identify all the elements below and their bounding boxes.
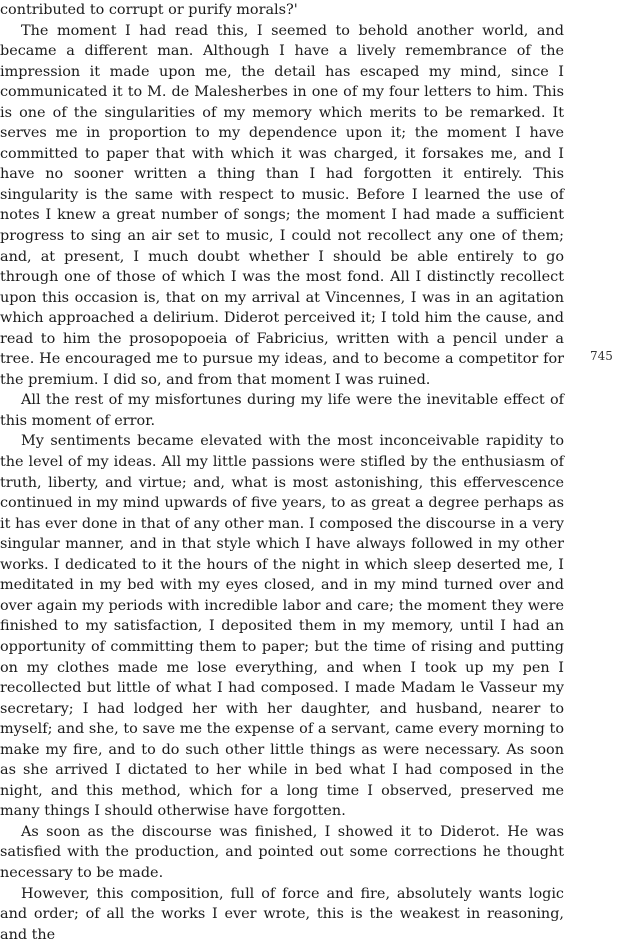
page-number: 745: [590, 349, 613, 363]
paragraph: However, this composition, full of force and fire, absolutely wants logic and order; of all the works I ever wrote, this is the weakest in reasoning, and the: [0, 885, 564, 943]
paragraph: As soon as the discourse was finished, I showed it to Diderot. He was satisfied with the production, and pointed out some corrections he thought necessary to be made.: [0, 823, 564, 881]
paragraph: All the rest of my misfortunes during my life were the inevitable effect of this moment of error.: [0, 392, 564, 429]
paragraph: The moment I had read this, I seemed to behold another world, and became a different man. Although I have a lively remembrance of the impression it made upon me, the detail has escaped my mind, since I communicated it to M. de Malesherbes in one of my four letters to him. This is one of the singularities of my memory which merits to be remarked. It serves me in proportion to my dependence upon it; the moment I have committed to paper that with which it was charged, it forsakes me, and I have no sooner written a thing than I had forgotten it entirely. This singularity is the same with respect to music. Before I learned the use of notes I knew a great number of songs; the moment I had made a sufficient progress to sing an air set to music, I could not recollect any one of them; and, at present, I much doubt whether I should be able entirely to go through one of those of which I was the most fond. All I distinctly recollect upon this occasion is, that on my arrival at Vincennes, I was in an agitation which approached a delirium. Diderot perceived it; I told him the cause, and read to him the prosopopoeia of Fabricius, written with a pencil under a tree. He encouraged me to pursue my ideas, and to become a competitor for the premium. I did so, and from that moment I was ruined.: [0, 22, 564, 388]
paragraph-continuation: contributed to corrupt or purify morals?': [0, 2, 298, 18]
paragraph: My sentiments became elevated with the most inconceivable rapidity to the level of my ideas. All my little passions were stifled by the enthusiasm of truth, liberty, and virtue; and, what is most astonishing, this effervescence continued in my mind upwards of five years, to as great a degree perhaps as it has ever done in that of any other man. I composed the discourse in a very singular manner, and in that style which I have always followed in my other works. I dedicated to it the hours of the night in which sleep deserted me, I meditated in my bed with my eyes closed, and in my mind turned over and over again my periods with incredible labor and care; the moment they were finished to my satisfaction, I deposited them in my memory, until I had an opportunity of committing them to paper; but the time of rising and putting on my clothes made me lose everything, and when I took up my pen I recollected but little of what I had composed. I made Madam le Vasseur my secretary; I had lodged her with her daughter, and husband, nearer to myself; and she, to save me the expense of a servant, came every morning to make my fire, and to do such other little things as were necessary. As soon as she arrived I dictated to her while in bed what I had composed in the night, and this method, which for a long time I observed, preserved me many things I should otherwise have forgotten.: [0, 433, 564, 820]
